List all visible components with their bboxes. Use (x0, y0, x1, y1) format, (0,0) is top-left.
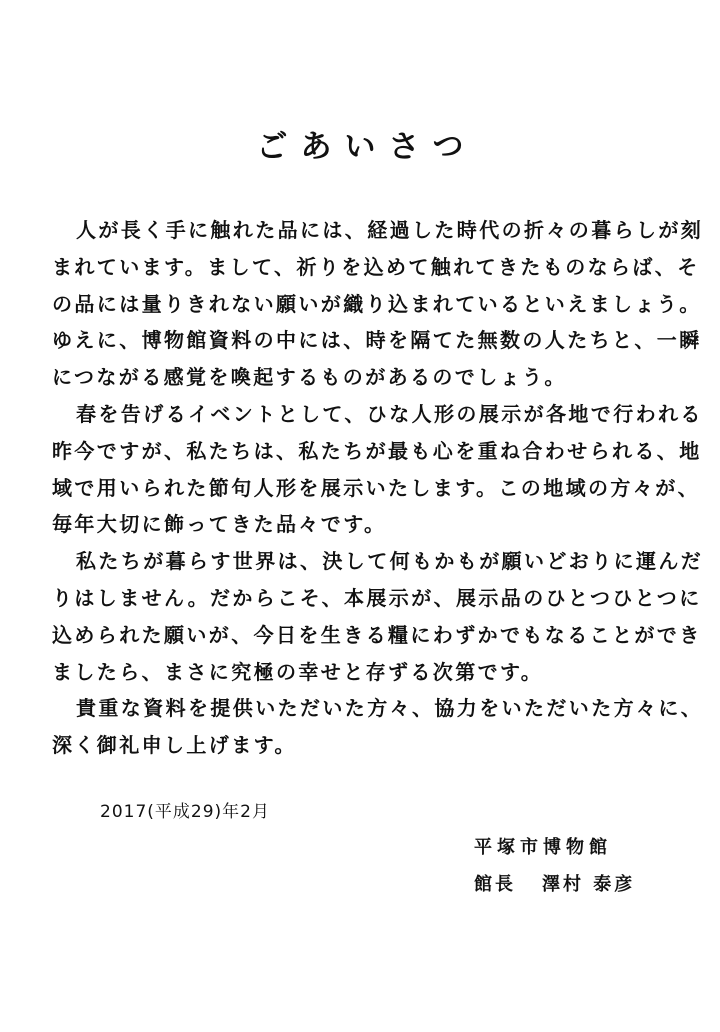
signature-name: 澤村 泰彦 (542, 874, 636, 895)
greeting-body (52, 212, 704, 764)
body-line: 私たちが暮らす世界は、決して何もかもが願いどおりに運んだ (76, 549, 704, 574)
body-line: 貴重な資料を提供いただいた方々、協力をいただいた方々に、 (76, 696, 704, 721)
body-line: ゆえに、博物館資料の中には、時を隔てた無数の人たちと、一瞬 (52, 328, 702, 353)
body-line: 春を告げるイベントとして、ひな人形の展示が各地で行われる (76, 401, 703, 426)
document-date: 2017(平成29)年2月 (100, 802, 270, 822)
body-line: りはしません。だからこそ、本展示が、展示品のひとつひとつに (52, 585, 702, 610)
body-line: 毎年大切に飾ってきた品々です。 (52, 512, 387, 537)
body-line: まれています。まして、祈りを込めて触れてきたものならば、そ (52, 254, 700, 279)
body-line: の品には量りきれない願いが織り込まれているといえましょう。 (52, 291, 702, 316)
signature-block (474, 870, 635, 896)
body-line: 込められた願いが、今日を生きる糧にわずかでもなることができ (52, 622, 702, 647)
body-line: 人が長く手に触れた品には、経過した時代の折々の暮らしが刻 (76, 218, 704, 242)
body-line: 域で用いられた節句人形を展示いたします。この地域の方々が、 (52, 475, 700, 500)
body-line: 昨今ですが、私たちは、私たちが最も心を重ね合わせられる、地 (52, 438, 702, 463)
organization-name: 平塚市博物館 (474, 837, 612, 858)
signature-role: 館長 (474, 874, 516, 895)
document-title: ごあいさつ (256, 129, 477, 165)
body-line: 深く御礼申し上げます。 (52, 733, 297, 758)
body-line: ましたら、まさに究極の幸せと存ずる次第です。 (52, 659, 544, 684)
body-line: につながる感覚を喚起するものがあるのでしょう。 (52, 365, 567, 390)
